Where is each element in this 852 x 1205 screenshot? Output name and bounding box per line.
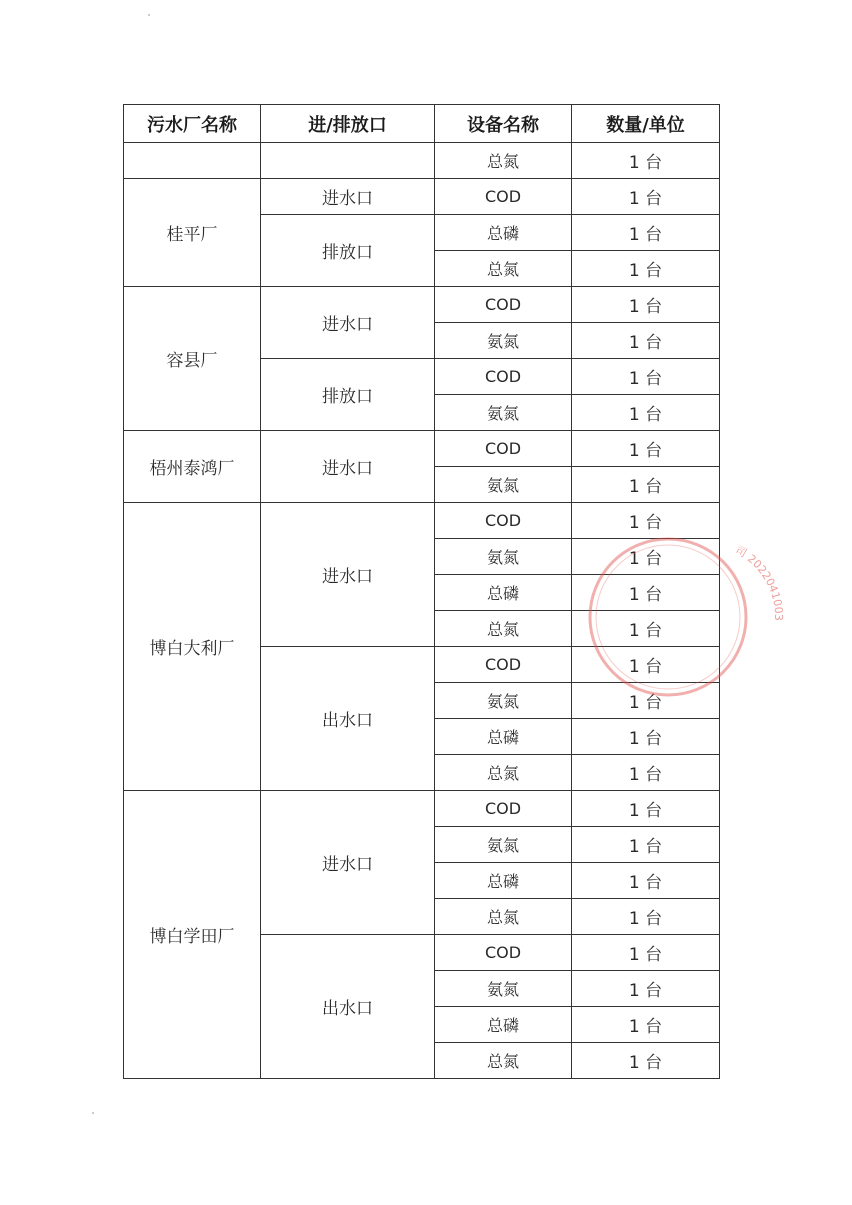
quantity-cell: 1 台 xyxy=(572,611,720,647)
quantity-cell: 1 台 xyxy=(572,539,720,575)
quantity-cell: 1 台 xyxy=(572,827,720,863)
table-row xyxy=(124,503,720,539)
quantity-cell: 1 台 xyxy=(572,683,720,719)
table-row xyxy=(124,791,720,827)
quantity-cell: 1 台 xyxy=(572,755,720,791)
device-name-cell: 氨氮 xyxy=(435,467,572,503)
quantity-cell: 1 台 xyxy=(572,359,720,395)
seal-text: 司 2022041003 xyxy=(733,543,786,621)
outlet-cell: 排放口 xyxy=(261,359,435,431)
col-header-device: 设备名称 xyxy=(435,105,572,143)
device-name-cell: 总磷 xyxy=(435,215,572,251)
plant-name-cell: 容县厂 xyxy=(124,287,261,431)
svg-text:司 2022041003 xyxy=(733,543,785,621)
plant-name-cell: 桂平厂 xyxy=(124,179,261,287)
quantity-cell: 1 台 xyxy=(572,1007,720,1043)
device-name-cell: COD xyxy=(435,431,572,467)
scan-speck xyxy=(92,1112,94,1114)
plant-name-cell: 博白学田厂 xyxy=(124,791,261,1079)
scan-speck xyxy=(148,14,150,16)
quantity-cell: 1 台 xyxy=(572,143,720,179)
quantity-cell: 1 台 xyxy=(572,863,720,899)
quantity-cell: 1 台 xyxy=(572,431,720,467)
device-name-cell: 总磷 xyxy=(435,575,572,611)
device-name-cell: 氨氮 xyxy=(435,683,572,719)
device-name-cell: 氨氮 xyxy=(435,971,572,1007)
outlet-cell: 出水口 xyxy=(261,935,435,1079)
quantity-cell: 1 台 xyxy=(572,935,720,971)
device-name-cell: 总氮 xyxy=(435,251,572,287)
device-name-cell: 氨氮 xyxy=(435,539,572,575)
quantity-cell: 1 台 xyxy=(572,503,720,539)
device-name-cell: 氨氮 xyxy=(435,323,572,359)
plant-name-cell: 博白大利厂 xyxy=(124,503,261,791)
device-name-cell: COD xyxy=(435,647,572,683)
quantity-cell: 1 台 xyxy=(572,323,720,359)
col-header-plant: 污水厂名称 xyxy=(124,105,261,143)
quantity-cell: 1 台 xyxy=(572,467,720,503)
equipment-table xyxy=(123,104,720,1079)
device-name-cell: COD xyxy=(435,179,572,215)
device-name-cell: COD xyxy=(435,791,572,827)
table-header xyxy=(124,105,720,143)
quantity-cell: 1 台 xyxy=(572,791,720,827)
device-name-cell: 总磷 xyxy=(435,719,572,755)
device-name-cell: COD xyxy=(435,359,572,395)
device-name-cell: 总氮 xyxy=(435,899,572,935)
outlet-cell: 出水口 xyxy=(261,647,435,791)
outlet-cell: 进水口 xyxy=(261,179,435,215)
table-body xyxy=(124,143,720,1079)
quantity-cell: 1 台 xyxy=(572,215,720,251)
device-name-cell: COD xyxy=(435,287,572,323)
table-row xyxy=(124,287,720,323)
col-header-qty: 数量/单位 xyxy=(572,105,720,143)
quantity-cell: 1 台 xyxy=(572,971,720,1007)
quantity-cell: 1 台 xyxy=(572,1043,720,1079)
outlet-cell xyxy=(261,143,435,179)
device-name-cell: 总氮 xyxy=(435,143,572,179)
device-name-cell: COD xyxy=(435,503,572,539)
quantity-cell: 1 台 xyxy=(572,287,720,323)
device-name-cell: COD xyxy=(435,935,572,971)
outlet-cell: 进水口 xyxy=(261,431,435,503)
header-row xyxy=(124,105,720,143)
device-name-cell: 氨氮 xyxy=(435,827,572,863)
outlet-cell: 进水口 xyxy=(261,503,435,647)
quantity-cell: 1 台 xyxy=(572,395,720,431)
table-row xyxy=(124,431,720,467)
device-name-cell: 氨氮 xyxy=(435,395,572,431)
quantity-cell: 1 台 xyxy=(572,251,720,287)
plant-name-cell: 梧州泰鸿厂 xyxy=(124,431,261,503)
quantity-cell: 1 台 xyxy=(572,719,720,755)
quantity-cell: 1 台 xyxy=(572,575,720,611)
device-name-cell: 总氮 xyxy=(435,1043,572,1079)
device-name-cell: 总磷 xyxy=(435,1007,572,1043)
plant-name-cell xyxy=(124,143,261,179)
table-row xyxy=(124,143,720,179)
device-name-cell: 总氮 xyxy=(435,755,572,791)
device-name-cell: 总氮 xyxy=(435,611,572,647)
quantity-cell: 1 台 xyxy=(572,647,720,683)
outlet-cell: 排放口 xyxy=(261,215,435,287)
device-name-cell: 总磷 xyxy=(435,863,572,899)
col-header-outlet: 进/排放口 xyxy=(261,105,435,143)
table-row xyxy=(124,179,720,215)
quantity-cell: 1 台 xyxy=(572,899,720,935)
quantity-cell: 1 台 xyxy=(572,179,720,215)
outlet-cell: 进水口 xyxy=(261,791,435,935)
outlet-cell: 进水口 xyxy=(261,287,435,359)
